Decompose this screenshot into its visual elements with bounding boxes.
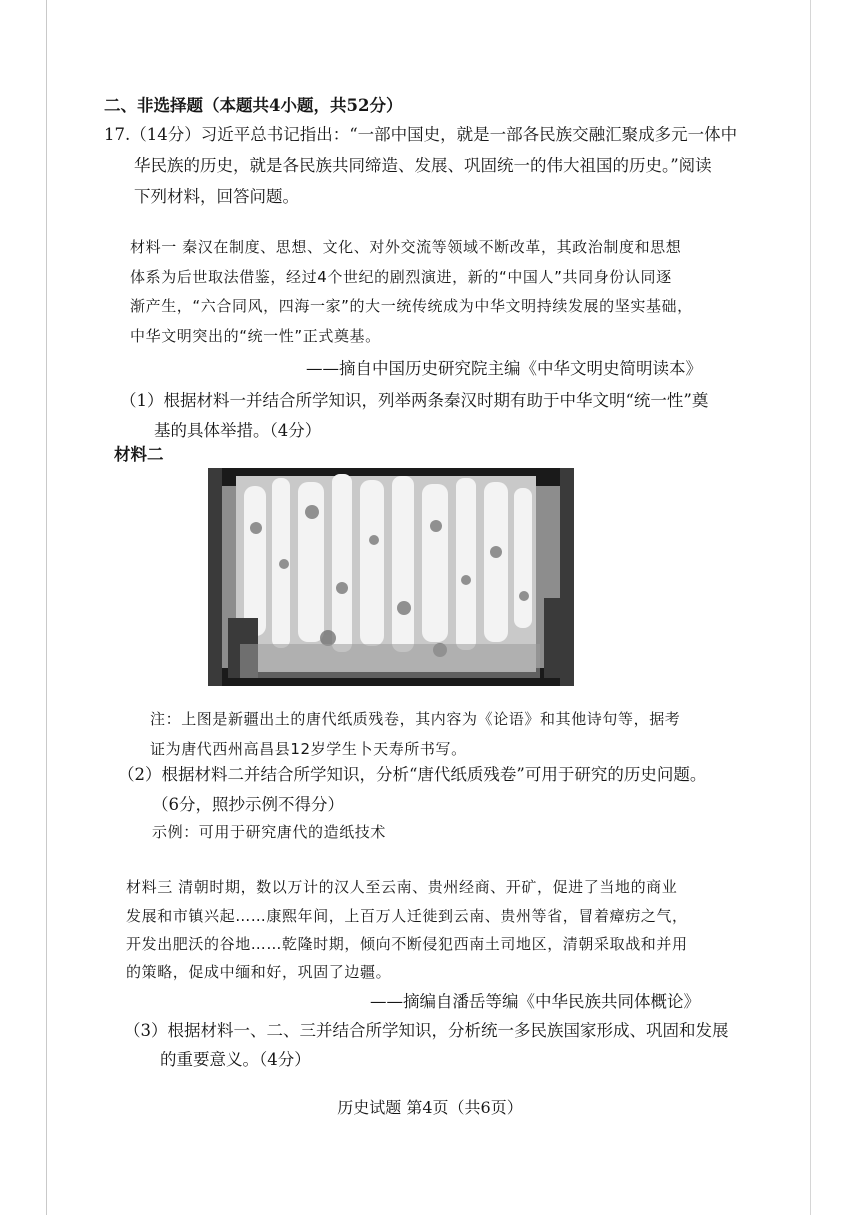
page-footer: 历史试题 第4页（共6页） (337, 1098, 523, 1117)
sub-question-2-line-1: （2）根据材料二并结合所学知识，分析“唐代纸质残卷”可用于研究的历史问题。 (118, 765, 707, 784)
material2-label: 材料二 (114, 445, 164, 464)
material3-line-1: 材料三 清朝时期，数以万计的汉人至云南、贵州经商、开矿，促进了当地的商业 (126, 878, 678, 896)
sub-question-3-line-1: （3）根据材料一、二、三并结合所学知识，分析统一多民族国家形成、巩固和发展 (124, 1021, 729, 1040)
material3-line-2: 发展和市镇兴起……康熙年间，上百万人迁徙到云南、贵州等省，冒着瘴疠之气， (126, 907, 688, 925)
material1-line-4: 中华文明突出的“统一性”正式奠基。 (130, 327, 381, 345)
q17-stem-line-2: 华民族的历史，就是各民族共同缔造、发展、巩固统一的伟大祖国的历史。”阅读 (134, 156, 712, 175)
q17-stem-line-1: 17.（14分）习近平总书记指出：“一部中国史，就是一部各民族交融汇聚成多元一体中 (104, 125, 738, 144)
page-right-edge (810, 0, 811, 1215)
material1-source: ——摘自中国历史研究院主编《中华文明史简明读本》 (306, 359, 702, 378)
page-left-edge (46, 0, 47, 1215)
q17-stem-line-3: 下列材料，回答问题。 (134, 187, 299, 206)
sub-question-2-example: 示例：可用于研究唐代的造纸技术 (152, 823, 387, 841)
section-heading: 二、非选择题（本题共4小题，共52分） (104, 96, 403, 115)
material1-line-2: 体系为后世取法借鉴，经过4个世纪的剧烈演进，新的“中国人”共同身份认同逐 (130, 268, 672, 286)
sub-question-1-line-2: 基的具体举措。（4分） (154, 421, 322, 440)
material1-line-1: 材料一 秦汉在制度、思想、文化、对外交流等领域不断改革，其政治制度和思想 (130, 238, 682, 256)
material2-note-line-2: 证为唐代西州高昌县12岁学生卜天寿所书写。 (150, 740, 467, 758)
material3-source: ——摘编自潘岳等编《中华民族共同体概论》 (370, 992, 700, 1011)
material3-line-4: 的策略，促成中缅和好，巩固了边疆。 (126, 963, 392, 981)
sub-question-3-line-2: 的重要意义。（4分） (160, 1050, 311, 1069)
material2-note-line-1: 注：上图是新疆出土的唐代纸质残卷，其内容为《论语》和其他诗句等，据考 (150, 710, 681, 728)
sub-question-1-line-1: （1）根据材料一并结合所学知识，列举两条秦汉时期有助于中华文明“统一性”奠 (120, 391, 709, 410)
manuscript-scroll-image (208, 468, 574, 686)
sub-question-2-line-2: （6分，照抄示例不得分） (152, 795, 344, 814)
material1-line-3: 渐产生，“六合同风，四海一家”的大一统传统成为中华文明持续发展的坚实基础， (130, 297, 693, 315)
material3-line-3: 开发出肥沃的谷地……乾隆时期，倾向不断侵犯西南土司地区，清朝采取战和并用 (126, 935, 688, 953)
